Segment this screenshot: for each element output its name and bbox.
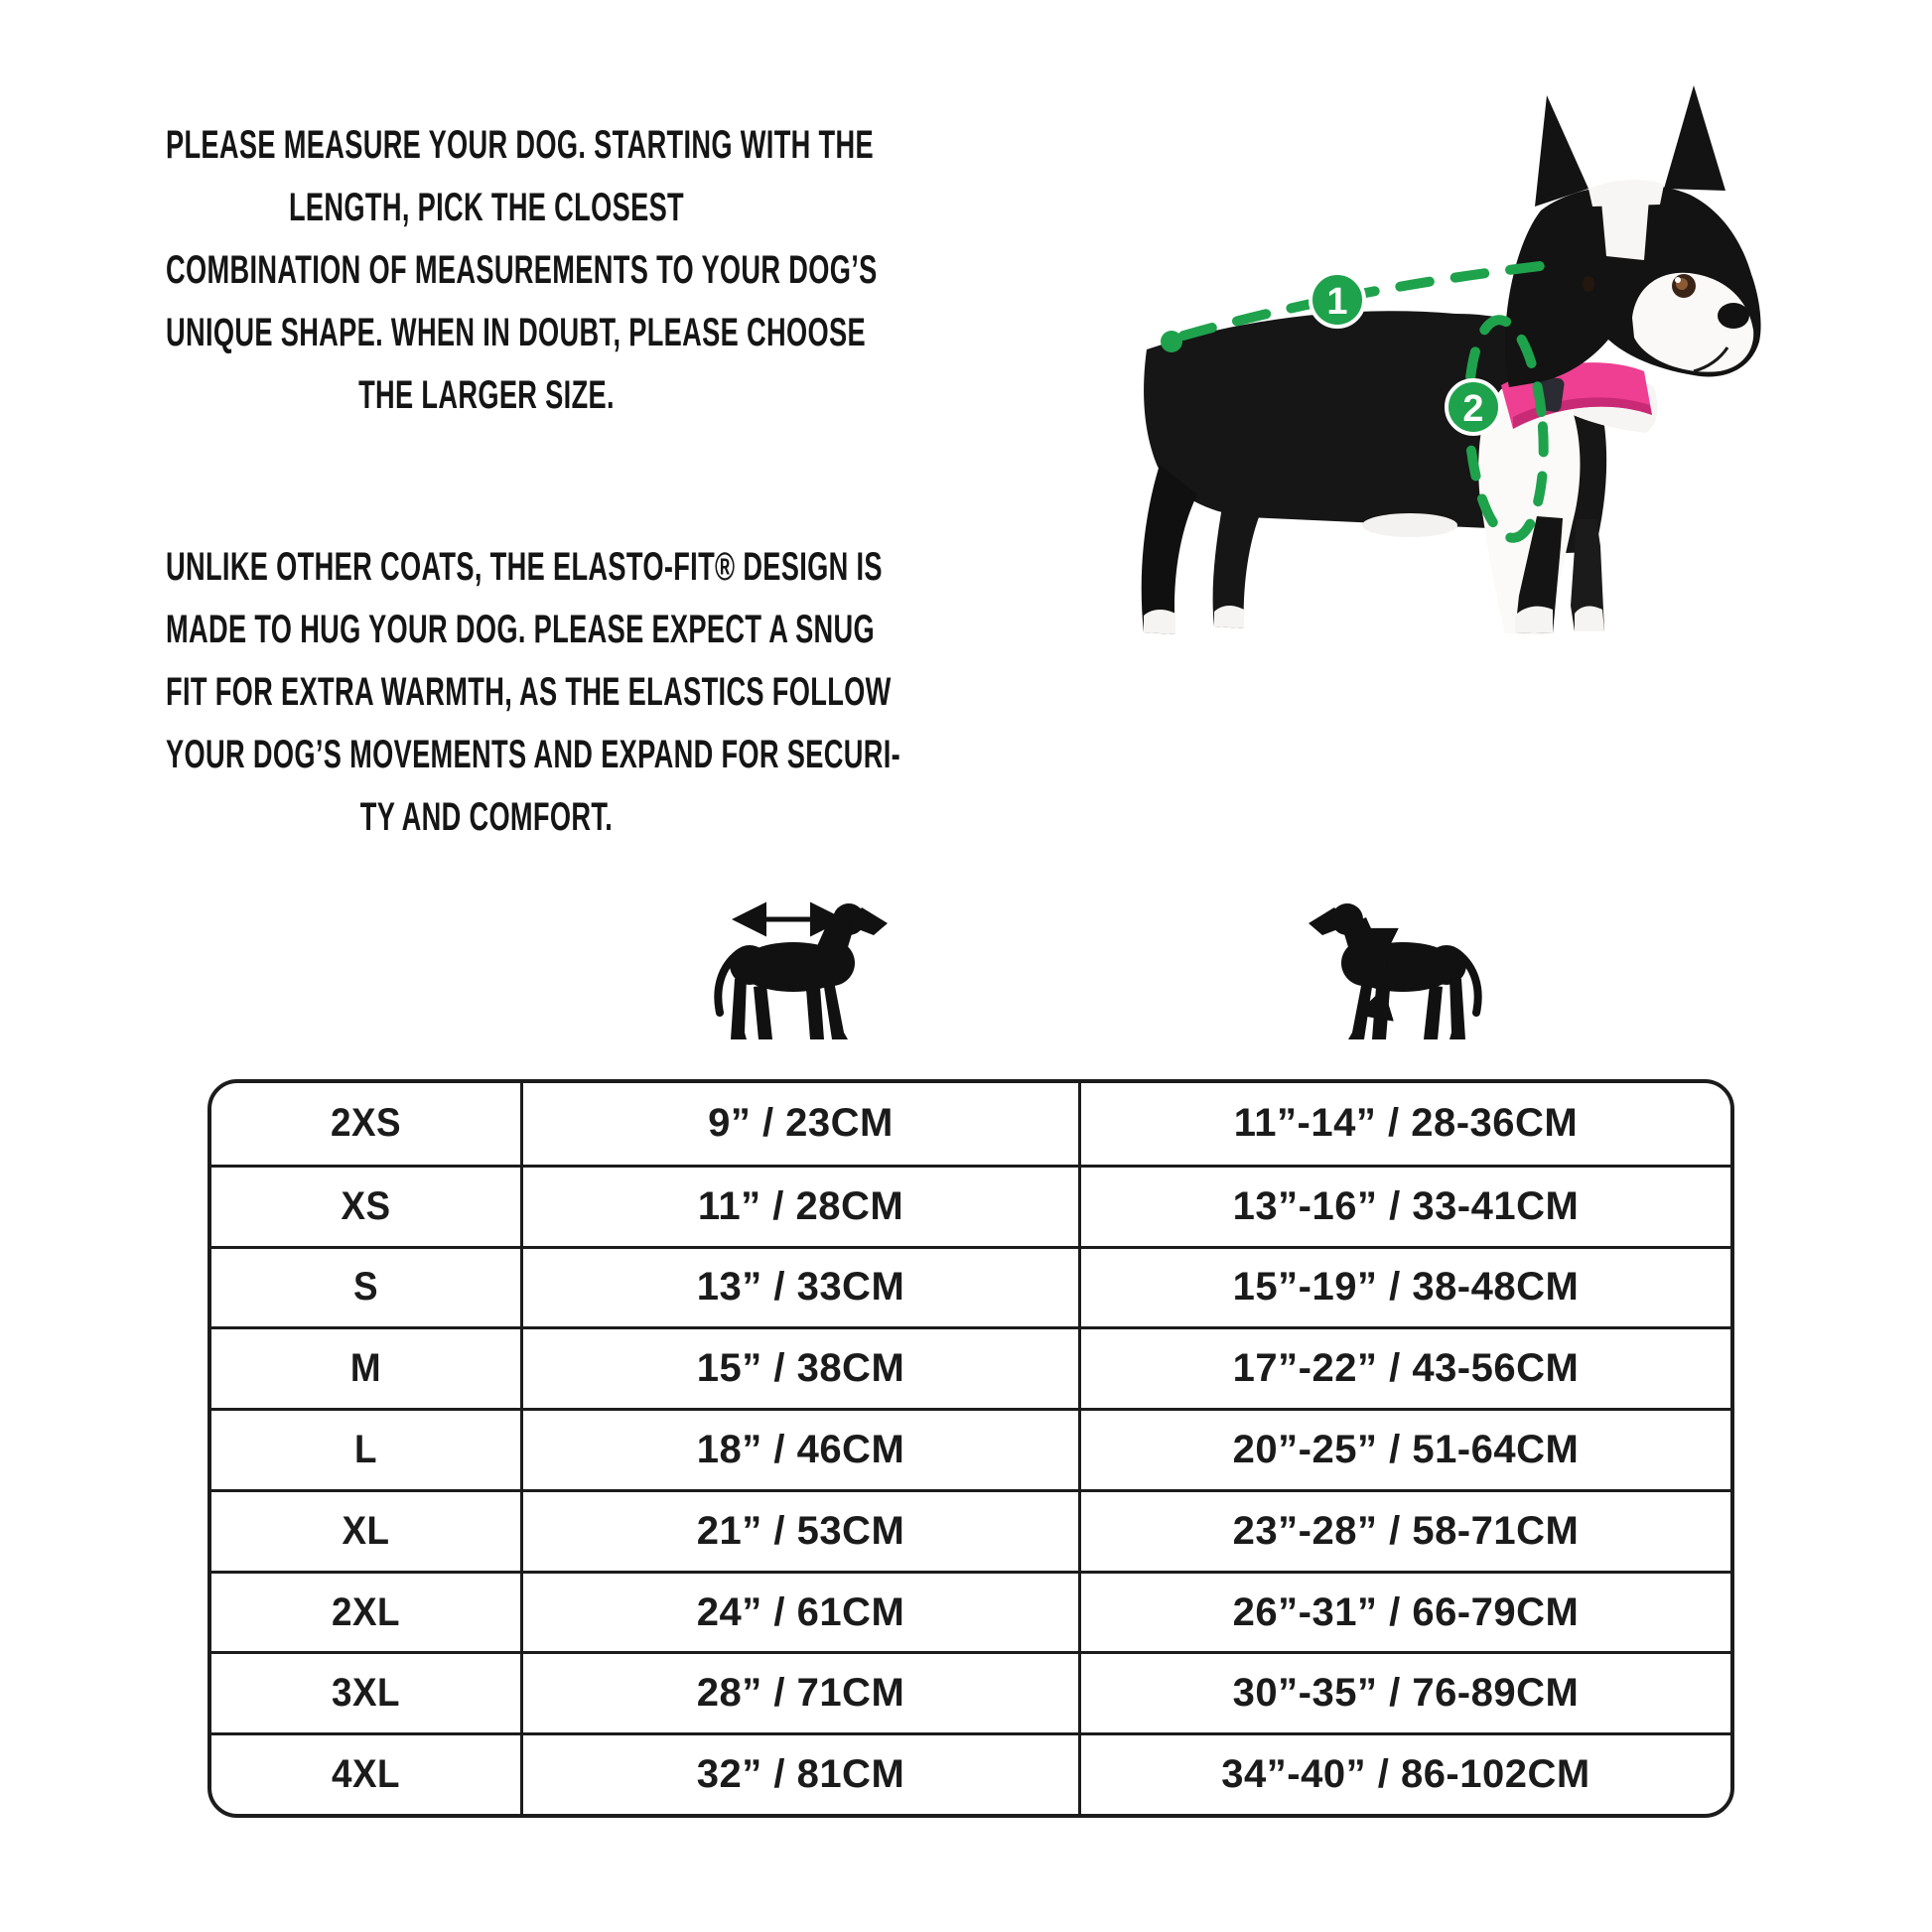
girth-cell: 20”-25” / 51-64CM <box>1078 1411 1730 1489</box>
length-marker-number: 1 <box>1326 281 1348 323</box>
table-row <box>211 1165 1730 1246</box>
length-cell: 21” / 53CM <box>520 1492 1078 1571</box>
length-cell: 18” / 46CM <box>520 1411 1078 1489</box>
size-cell: L <box>354 1427 377 1471</box>
girth-cell: 26”-31” / 66-79CM <box>1078 1574 1730 1652</box>
text-line: TY AND COMFORT. <box>359 795 614 839</box>
size-cell: 3XL <box>332 1671 400 1716</box>
intro-paragraph-measure <box>166 114 878 427</box>
table-row <box>211 1326 1730 1408</box>
table-row <box>211 1732 1730 1814</box>
text-line: YOUR DOG’S MOVEMENTS AND EXPAND FOR SECURI- <box>166 733 901 776</box>
paw <box>1214 606 1244 628</box>
girth-cell: 30”-35” / 76-89CM <box>1078 1654 1730 1732</box>
girth-marker-number: 2 <box>1462 388 1484 430</box>
size-cell: 2XS <box>331 1101 401 1146</box>
size-cell: S <box>352 1265 379 1310</box>
table-row <box>211 1489 1730 1571</box>
length-dog-icon <box>718 903 888 1039</box>
text-line: MADE TO HUG YOUR DOG. PLEASE EXPECT A SNUG <box>166 608 876 651</box>
table-row <box>211 1246 1730 1327</box>
girth-dog-icon <box>1309 903 1478 1039</box>
dog-eye-far <box>1583 276 1594 292</box>
dog-ear <box>1535 95 1588 207</box>
table-header-icons <box>546 874 1489 1062</box>
girth-cell: 15”-19” / 38-48CM <box>1078 1249 1730 1327</box>
text-line: UNIQUE SHAPE. WHEN IN DOUBT, PLEASE CHOOSE <box>166 311 866 354</box>
size-cell: XL <box>342 1508 390 1553</box>
length-cell: 9” / 23CM <box>520 1083 1078 1165</box>
size-cell: XS <box>341 1183 391 1228</box>
length-cell: 28” / 71CM <box>520 1654 1078 1732</box>
girth-cell: 17”-22” / 43-56CM <box>1078 1329 1730 1408</box>
dog-eye-glint <box>1675 277 1681 283</box>
paw <box>1575 607 1604 631</box>
intro-paragraph-elastofit <box>166 536 901 849</box>
size-cell: 4XL <box>332 1752 400 1797</box>
dog-ear <box>1664 85 1725 191</box>
length-cell: 32” / 81CM <box>520 1735 1078 1814</box>
forehead-blaze <box>1600 187 1650 260</box>
girth-cell: 23”-28” / 58-71CM <box>1078 1492 1730 1571</box>
text-line: PLEASE MEASURE YOUR DOG. STARTING WITH THE <box>166 123 874 167</box>
length-cell: 11” / 28CM <box>520 1168 1078 1246</box>
text-line: THE LARGER SIZE. <box>358 373 615 417</box>
table-row <box>211 1571 1730 1652</box>
text-line: LENGTH, PICK THE CLOSEST <box>288 186 685 229</box>
belly-patch <box>1362 513 1457 537</box>
size-cell: M <box>349 1346 382 1391</box>
table-row <box>211 1083 1730 1165</box>
dog-photo-measure-diagram <box>894 79 1837 650</box>
table-row <box>211 1408 1730 1489</box>
size-cell: 2XL <box>332 1589 400 1634</box>
length-cell: 15” / 38CM <box>520 1329 1078 1408</box>
girth-cell: 34”-40” / 86-102CM <box>1078 1735 1730 1814</box>
dog-rear-leg <box>1142 465 1197 634</box>
dog-nose <box>1718 303 1749 329</box>
paw <box>1144 610 1175 634</box>
length-cell: 13” / 33CM <box>520 1249 1078 1327</box>
length-cell: 24” / 61CM <box>520 1574 1078 1652</box>
text-line: FIT FOR EXTRA WARMTH, AS THE ELASTICS FOLLOW <box>166 670 892 714</box>
girth-cell: 11”-14” / 28-36CM <box>1078 1083 1730 1165</box>
size-chart-table <box>207 1079 1734 1818</box>
text-line: UNLIKE OTHER COATS, THE ELASTO-FIT® DESIGN IS <box>166 545 883 589</box>
table-row <box>211 1651 1730 1732</box>
girth-cell: 13”-16” / 33-41CM <box>1078 1168 1730 1246</box>
text-line: COMBINATION OF MEASUREMENTS TO YOUR DOG’S <box>166 248 878 292</box>
